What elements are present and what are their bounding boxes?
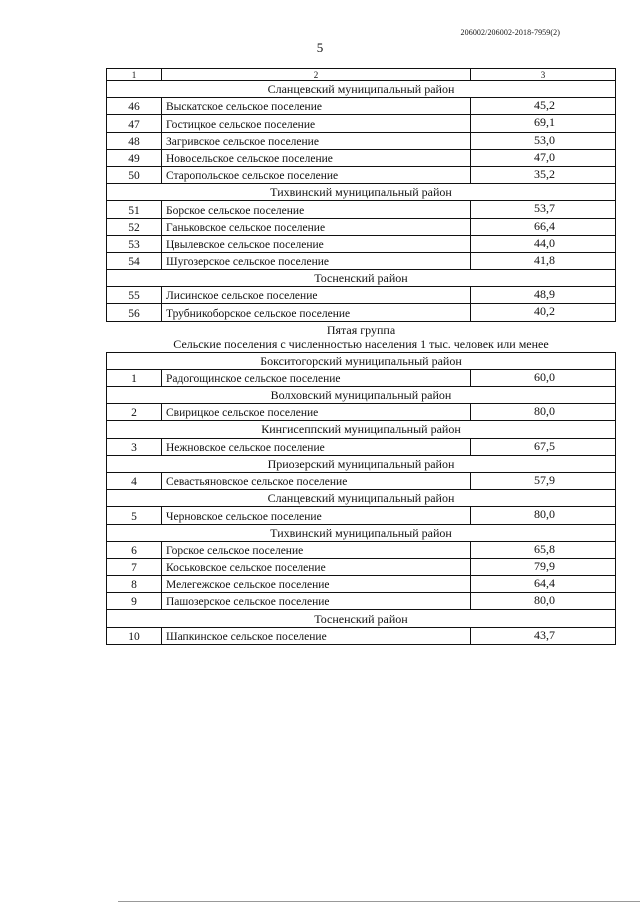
- settlement-name: Старопольское сельское поселение: [162, 166, 471, 183]
- row-number: 54: [107, 252, 162, 269]
- settlement-name: Мелегежское сельское поселение: [162, 576, 471, 593]
- district-row: [107, 387, 616, 404]
- row-value: 41,8: [471, 252, 616, 269]
- column-header: 2: [162, 69, 471, 81]
- row-number: 9: [107, 593, 162, 610]
- group-header-row: [107, 321, 616, 352]
- row-number: 7: [107, 558, 162, 575]
- table-row: [107, 149, 616, 166]
- district-row: [107, 421, 616, 438]
- row-number: 56: [107, 304, 162, 321]
- settlement-name: Ганьковское сельское поселение: [162, 218, 471, 235]
- district-title: Волховский муниципальный район: [107, 387, 616, 404]
- row-value: 80,0: [471, 404, 616, 421]
- table-row: [107, 166, 616, 183]
- settlement-name: Цвылевское сельское поселение: [162, 235, 471, 252]
- row-number: 46: [107, 98, 162, 115]
- row-number: 55: [107, 287, 162, 304]
- row-value: 80,0: [471, 593, 616, 610]
- row-value: 40,2: [471, 304, 616, 321]
- settlement-name: Шугозерское сельское поселение: [162, 252, 471, 269]
- row-number: 51: [107, 201, 162, 218]
- row-value: 47,0: [471, 149, 616, 166]
- district-row: [107, 352, 616, 369]
- row-number: 1: [107, 369, 162, 386]
- district-row: [107, 81, 616, 98]
- district-title: Кингисеппский муниципальный район: [107, 421, 616, 438]
- settlement-name: Коськовское сельское поселение: [162, 558, 471, 575]
- row-number: 5: [107, 507, 162, 524]
- page-bottom-edge: [118, 901, 640, 902]
- table-row: [107, 627, 616, 644]
- table-row: [107, 541, 616, 558]
- table-row: [107, 252, 616, 269]
- district-title: Бокситогорский муниципальный район: [107, 352, 616, 369]
- district-row: [107, 455, 616, 472]
- row-number: 8: [107, 576, 162, 593]
- district-row: [107, 184, 616, 201]
- row-value: 45,2: [471, 98, 616, 115]
- table-row: [107, 593, 616, 610]
- settlement-name: Трубникоборское сельское поселение: [162, 304, 471, 321]
- settlement-name: Лисинское сельское поселение: [162, 287, 471, 304]
- column-header: 3: [471, 69, 616, 81]
- row-number: 3: [107, 438, 162, 455]
- table-body: [107, 69, 616, 645]
- row-number: 47: [107, 115, 162, 132]
- row-number: 6: [107, 541, 162, 558]
- table-row: [107, 218, 616, 235]
- settlement-name: Горское сельское поселение: [162, 541, 471, 558]
- row-number: 10: [107, 627, 162, 644]
- settlement-name: Севастьяновское сельское поселение: [162, 472, 471, 489]
- district-row: [107, 610, 616, 627]
- table-row: [107, 404, 616, 421]
- settlement-name: Борское сельское поселение: [162, 201, 471, 218]
- row-value: 43,7: [471, 627, 616, 644]
- row-number: 53: [107, 235, 162, 252]
- row-value: 80,0: [471, 507, 616, 524]
- settlement-name: Новосельское сельское поселение: [162, 149, 471, 166]
- table-row: [107, 98, 616, 115]
- row-number: 4: [107, 472, 162, 489]
- district-title: Тосненский район: [107, 610, 616, 627]
- row-number: 48: [107, 132, 162, 149]
- district-title: Тихвинский муниципальный район: [107, 524, 616, 541]
- row-value: 53,0: [471, 132, 616, 149]
- district-title: Сланцевский муниципальный район: [107, 81, 616, 98]
- table-row: [107, 201, 616, 218]
- district-row: [107, 490, 616, 507]
- table-row: [107, 132, 616, 149]
- row-value: 69,1: [471, 115, 616, 132]
- table-row: [107, 438, 616, 455]
- settlement-name: Загривское сельское поселение: [162, 132, 471, 149]
- district-title: Сланцевский муниципальный район: [107, 490, 616, 507]
- row-value: 64,4: [471, 576, 616, 593]
- district-title: Тосненский район: [107, 270, 616, 287]
- table-row: [107, 287, 616, 304]
- district-title: Приозерский муниципальный район: [107, 455, 616, 472]
- district-row: [107, 524, 616, 541]
- table-row: [107, 576, 616, 593]
- group-header: [107, 321, 616, 352]
- table-row: [107, 235, 616, 252]
- settlement-name: Шапкинское сельское поселение: [162, 627, 471, 644]
- row-number: 50: [107, 166, 162, 183]
- settlement-name: Гостицкое сельское поселение: [162, 115, 471, 132]
- table-row: [107, 558, 616, 575]
- column-header: 1: [107, 69, 162, 81]
- settlement-name: Свирицкое сельское поселение: [162, 404, 471, 421]
- group-title: Пятая группа: [326, 322, 396, 337]
- row-number: 52: [107, 218, 162, 235]
- row-value: 57,9: [471, 472, 616, 489]
- row-value: 66,4: [471, 218, 616, 235]
- table-row: [107, 115, 616, 132]
- row-value: 60,0: [471, 369, 616, 386]
- row-value: 79,9: [471, 558, 616, 575]
- column-header-row: [107, 69, 616, 81]
- settlement-name: Выскатское сельское поселение: [162, 98, 471, 115]
- row-number: 49: [107, 149, 162, 166]
- row-value: 44,0: [471, 235, 616, 252]
- row-value: 67,5: [471, 438, 616, 455]
- group-subtitle: Сельские поселения с численностью населения 1 тыс. человек или менее: [173, 336, 549, 351]
- row-number: 2: [107, 404, 162, 421]
- table-row: [107, 472, 616, 489]
- settlement-name: Черновское сельское поселение: [162, 507, 471, 524]
- row-value: 35,2: [471, 166, 616, 183]
- document-id: 206002/206002-2018-7959(2): [460, 28, 560, 37]
- table-row: [107, 507, 616, 524]
- row-value: 48,9: [471, 287, 616, 304]
- page-number: 5: [316, 40, 324, 55]
- table-row: [107, 304, 616, 321]
- table-row: [107, 369, 616, 386]
- settlement-name: Пашозерское сельское поселение: [162, 593, 471, 610]
- settlement-name: Нежновское сельское поселение: [162, 438, 471, 455]
- district-row: [107, 270, 616, 287]
- settlement-name: Радогощинское сельское поселение: [162, 369, 471, 386]
- settlements-table: [106, 68, 616, 645]
- row-value: 65,8: [471, 541, 616, 558]
- row-value: 53,7: [471, 201, 616, 218]
- district-title: Тихвинский муниципальный район: [107, 184, 616, 201]
